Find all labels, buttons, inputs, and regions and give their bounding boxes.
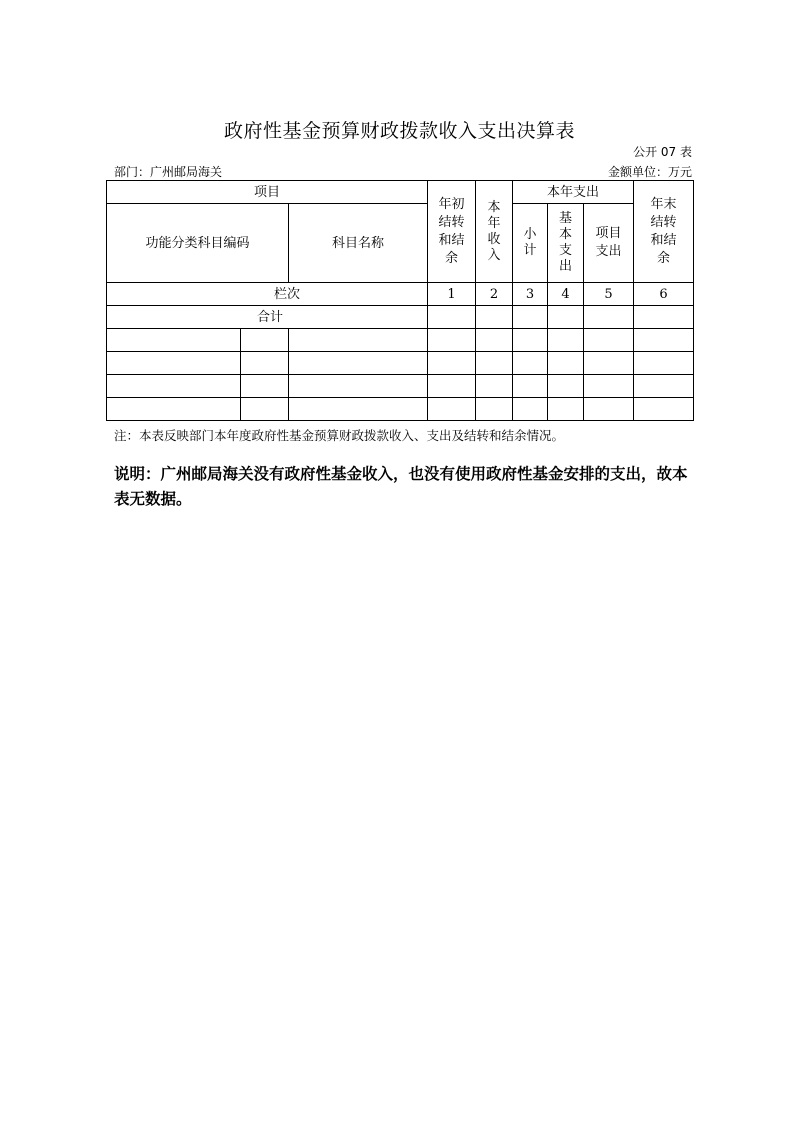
header-item: 项目 (107, 181, 428, 204)
page-title: 政府性基金预算财政拨款收入支出决算表 (223, 120, 575, 142)
table-cell (428, 306, 476, 329)
row-column-index-label: 栏次 (107, 283, 428, 306)
unit-label: 金额单位：万元 (607, 165, 692, 179)
explanation-text: 说明：广州邮局海关没有政府性基金收入，也没有使用政府性基金安排的支出，故本表无数据。 (114, 464, 688, 508)
header-year-income: 本年收入 (476, 181, 513, 283)
table-row (107, 329, 694, 352)
header-subject-name: 科目名称 (289, 204, 428, 283)
header-basic-expense: 基本支出 (548, 204, 584, 283)
row-total-label: 合计 (107, 306, 428, 329)
table-row (107, 398, 694, 421)
header-end-balance: 年末结转和结余 (634, 181, 694, 283)
column-number: 5 (584, 283, 634, 306)
table-cell (584, 306, 634, 329)
header-year-expense: 本年支出 (513, 181, 634, 204)
table-cell (548, 306, 584, 329)
header-subtotal: 小计 (513, 204, 548, 283)
column-number: 1 (428, 283, 476, 306)
table-row (107, 352, 694, 375)
table-row (107, 375, 694, 398)
header-func-code: 功能分类科目编码 (107, 204, 289, 283)
table-cell (513, 306, 548, 329)
table-note: 注：本表反映部门本年度政府性基金预算财政拨款收入、支出及结转和结余情况。 (114, 428, 565, 443)
table-cell (476, 306, 513, 329)
table-cell (634, 306, 694, 329)
department-label: 部门：广州邮局海关 (114, 165, 223, 179)
table-code: 公开 07 表 (633, 145, 692, 159)
header-project-expense: 项目支出 (584, 204, 634, 283)
column-number: 6 (634, 283, 694, 306)
column-number: 4 (548, 283, 584, 306)
column-number: 3 (513, 283, 548, 306)
header-begin-balance: 年初结转和结余 (428, 181, 476, 283)
budget-table (106, 180, 694, 421)
column-number: 2 (476, 283, 513, 306)
